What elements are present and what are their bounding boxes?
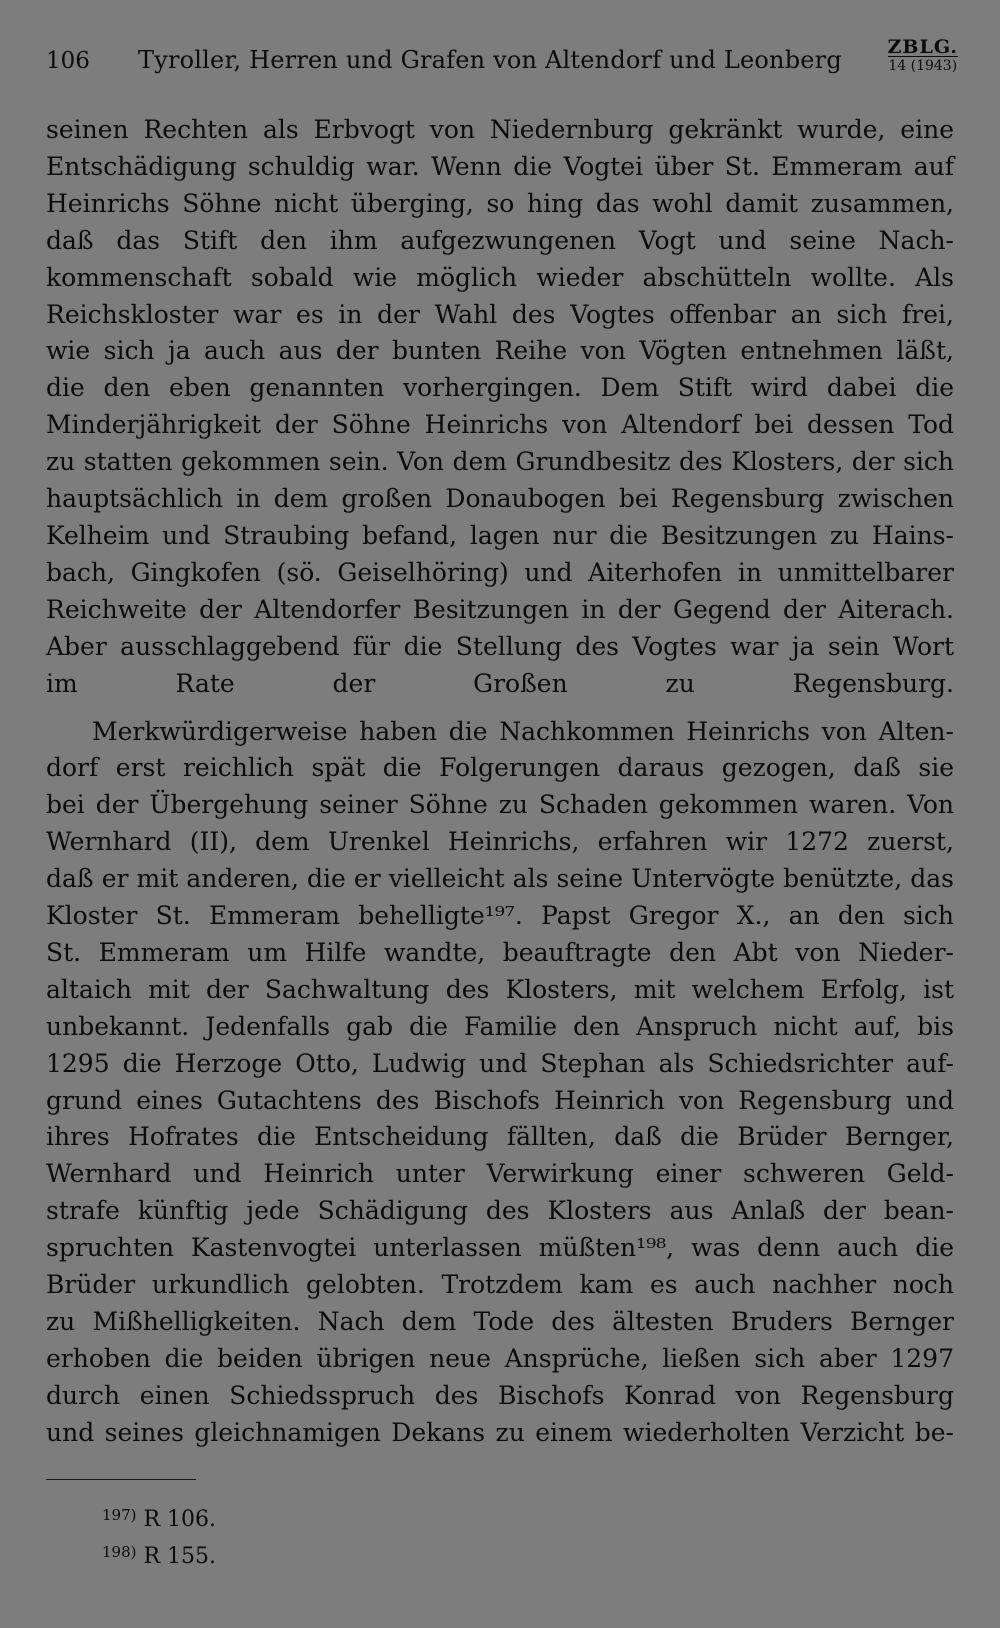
paragraph-1: seinen Rechten als Erbvogt von Niedernburg gekränkt wurde, eine Entschädigung schuldig war. Wenn die Vogtei über St. Emmeram auf Heinrichs Söhne nicht überging, so hing das wohl damit zusammen, daß das Stift den ihm aufgezwungenen Vogt und seine Nach- kommenschaft sobald wie möglich wieder abschütteln wollte. Als Reichskloster war es in der Wahl des Vogtes offenbar an sich frei, wie sich ja auch aus der bunten Reihe von Vögten entnehmen läßt, die den eben genannten vorhergingen. Dem Stift wird dabei die Minderjährigkeit der Söhne Heinrichs von Altendorf bei dessen Tod zu statten gekommen sein. Von dem Grundbesitz des Klosters, der sich hauptsächlich in dem großen Donaubogen bei Regensburg zwischen Kelheim und Straubing befand, lagen nur die Besitzungen zu Hains- bach, Gingkofen (sö. Geiselhöring) und Aiterhofen in unmittelbarer Reichweite der Altendorfer Besitzungen in der Gegend der Aiterach. Aber ausschlaggebend für die Stellung des Vogtes war ja sein Wort im Rate der Großen zu Regensburg. — [46, 115, 954, 698]
footnotes — [102, 1499, 216, 1573]
journal-abbreviation: ZBLG. — [887, 36, 958, 58]
page-number: 106 — [46, 48, 90, 74]
footnote-marker: 197) — [102, 1506, 137, 1524]
footnote-198 — [102, 1536, 216, 1573]
body-text — [46, 112, 954, 1452]
journal-volume: 14 (1943) — [888, 58, 958, 74]
footnote-separator — [46, 1479, 196, 1480]
footnote-197 — [102, 1499, 216, 1536]
paragraph-2: Merkwürdigerweise haben die Nachkommen Heinrichs von Alten- dorf erst reichlich spät die Folgerungen daraus gezogen, daß sie bei der Übergehung seiner Söhne zu Schaden gekommen waren. Von Wernhard (II), dem Urenkel Heinrichs, erfahren wir 1272 zuerst, daß er mit anderen, die er vielleicht als seine Untervögte benützte, das Kloster St. Emmeram behelligte¹⁹⁷. Papst Gregor X., an den sich St. Emmeram um Hilfe wandte, beauftragte den Abt von Nieder- altaich mit der Sachwaltung des Klosters, mit welchem Erfolg, ist unbekannt. Jedenfalls gab die Familie den Anspruch nicht auf, bis 1295 die Herzoge Otto, Ludwig und Stephan als Schiedsrichter auf- grund eines Gutachtens des Bischofs Heinrich von Regensburg und ihres Hofrates die Entscheidung fällten, daß die Brüder Bernger, Wernhard und Heinrich unter Verwirkung einer schweren Geld- strafe künftig jede Schädigung des Klosters aus Anlaß der bean- spruchten Kastenvogtei unterlassen müßten¹⁹⁸, was denn auch die Brüder urkundlich gelobten. Trotzdem kam es auch nachher noch zu Mißhelligkeiten. Nach dem Tode des ältesten Bruders Bernger erhoben die beiden übrigen neue Ansprüche, ließen sich aber 1297 durch einen Schiedsspruch des Bischofs Konrad von Regensburg und seines gleichnamigen Dekans zu einem wiederholten Verzicht be- — [46, 716, 954, 1447]
footnote-text: R 106. — [143, 1507, 217, 1532]
footnote-text: R 155. — [143, 1544, 217, 1569]
footnote-marker: 198) — [102, 1543, 137, 1561]
running-title: Tyroller, Herren und Grafen von Altendorf und Leonberg — [138, 46, 842, 74]
page-header — [46, 36, 958, 90]
journal-reference — [887, 36, 958, 74]
